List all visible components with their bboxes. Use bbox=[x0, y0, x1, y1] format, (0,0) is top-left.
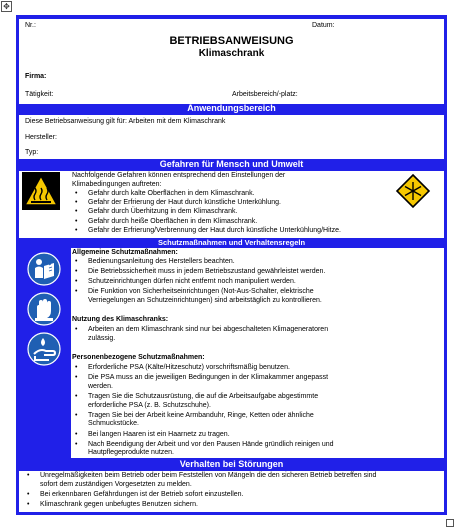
hand-care-icon bbox=[27, 332, 61, 366]
read-manual-icon bbox=[27, 252, 61, 286]
schutz-heading: Schutzmaßnahmen und Verhaltensregeln bbox=[157, 238, 306, 247]
list-item: • Bedienungsanleitung des Herstellers beachten. bbox=[72, 258, 325, 267]
anwendungsbereich-text: Diese Betriebsanweisung gilt für: Arbeiten mit dem Klimaschrank bbox=[25, 118, 226, 125]
list-item: • Arbeiten an dem Klimaschrank sind nur bei abgeschalteten Klimageneratoren zulässig. bbox=[72, 326, 328, 343]
table-move-handle[interactable]: ✥ bbox=[1, 1, 12, 12]
datum-label: Datum: bbox=[312, 22, 335, 29]
list-item: • Erforderliche PSA (Kälte/Hitzeschutz) vorschriftsmäßig benutzen. bbox=[72, 364, 334, 373]
hersteller-label: Hersteller: bbox=[25, 134, 57, 141]
gefahren-intro-2: Klimabedingungen auftreten: bbox=[72, 181, 162, 188]
document-title: BETRIEBSANWEISUNG bbox=[169, 35, 294, 47]
taetigkeit-label: Tätigkeit: bbox=[25, 91, 54, 98]
cold-snowflake-warning-icon bbox=[394, 172, 432, 210]
hot-surface-warning-icon bbox=[22, 172, 60, 210]
gefahren-intro-1: Nachfolgende Gefahren können entsprechend den Einstellungen der bbox=[72, 172, 286, 179]
list-item: • Unregelmäßigkeiten beim Betrieb oder beim Feststellen von Mängeln die den sicheren Betrieb betreffen sind sofort dem zuständigen Vorgesetzten zu melden. bbox=[24, 472, 376, 489]
list-item: • Bei langen Haaren ist ein Haarnetz zu tragen. bbox=[72, 431, 334, 440]
list-item: • Schutzeinrichtungen dürfen nicht entfernt noch manipuliert werden. bbox=[72, 278, 325, 287]
arbeitsbereich-label: Arbeitsbereich/-platz: bbox=[232, 91, 298, 98]
list-item: • Tragen Sie die Schutzausrüstung, die auf die Arbeitsaufgabe abgestimmte erforderliche PSA (z. B. Schutzschuhe). bbox=[72, 393, 334, 410]
table-resize-handle[interactable] bbox=[446, 519, 454, 527]
typ-label: Typ: bbox=[25, 149, 39, 156]
nr-label: Nr.: bbox=[25, 22, 36, 29]
stoerungen-heading: Verhalten bei Störungen bbox=[179, 459, 284, 469]
list-item: • Die Betriebssicherheit muss in jedem Betriebszustand gewährleistet werden. bbox=[72, 268, 325, 277]
wear-gloves-icon bbox=[27, 292, 61, 326]
document-subtitle: Klimaschrank bbox=[198, 48, 265, 59]
list-item: • Gefahr durch Überhitzung in dem Klimaschrank. bbox=[72, 208, 341, 217]
list-item: • Die PSA muss an die jeweiligen Bedingungen in der Klimakammer angepasst werden. bbox=[72, 374, 334, 391]
list-item: • Gefahr der Erfrierung/Verbrennung der Haut durch künstliche Unterkühlung/Hitze. bbox=[72, 227, 341, 236]
list-item: • Gefahr der Erfrierung der Haut durch künstliche Unterkühlung. bbox=[72, 199, 341, 208]
person-list bbox=[72, 364, 334, 458]
person-title: Personenbezogene Schutzmaßnahmen: bbox=[72, 354, 205, 361]
list-item: • Die Funktion von Sicherheitseinrichtungen (Not-Aus-Schalter, elektrische Verriegelungen an Schutzeinrichtungen) sind arbeitstäglich zu kontrollieren. bbox=[72, 288, 325, 305]
firma-label: Firma: bbox=[25, 73, 47, 80]
nutzung-title: Nutzung des Klimaschranks: bbox=[72, 316, 169, 323]
stoerungen-list bbox=[24, 472, 376, 509]
list-item: • Bei erkennbaren Gefährdungen ist der Betrieb sofort einzustellen. bbox=[24, 491, 376, 500]
list-item: • Klimaschrank gegen unbefugtes Benutzen sichern. bbox=[24, 501, 376, 510]
list-item: • Gefahr durch heiße Oberflächen in dem Klimaschrank. bbox=[72, 218, 341, 227]
gefahren-heading: Gefahren für Mensch und Umwelt bbox=[159, 159, 304, 169]
allgemein-title: Allgemeine Schutzmaßnahmen: bbox=[72, 249, 178, 256]
allgemein-list bbox=[72, 258, 325, 305]
anwendungsbereich-heading: Anwendungsbereich bbox=[187, 103, 276, 113]
gefahren-list bbox=[72, 190, 341, 235]
nutzung-list bbox=[72, 326, 328, 343]
list-item: • Tragen Sie bei der Arbeit keine Armbanduhr, Ringe, Ketten oder ähnliche Schmuckstücke. bbox=[72, 412, 334, 429]
list-item: • Nach Beendigung der Arbeit und vor den Pausen Hände gründlich reinigen und Hautpflegeprodukte nutzen. bbox=[72, 441, 334, 458]
list-item: • Gefahr durch kalte Oberflächen in dem Klimaschrank. bbox=[72, 190, 341, 199]
